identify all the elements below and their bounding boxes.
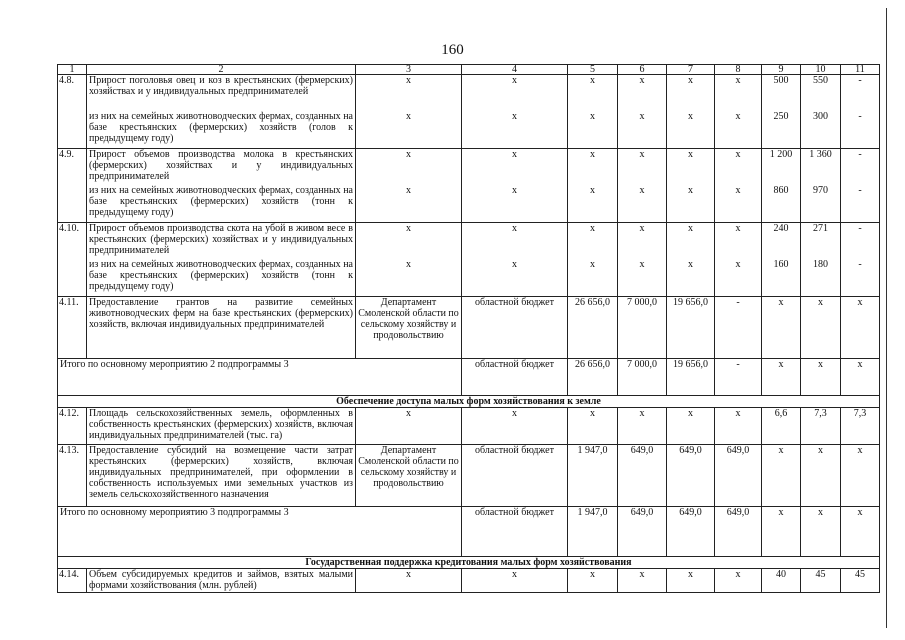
cell: x x [667, 75, 715, 149]
page-edge-line [886, 8, 887, 628]
cell: x [462, 569, 568, 593]
cell: x [801, 445, 841, 507]
table-row [58, 149, 880, 223]
cell: 1 200 860 [762, 149, 801, 223]
table-row [58, 445, 880, 507]
cell: 45 [841, 569, 880, 593]
cell: x x [618, 149, 667, 223]
source-cell: областной бюджет [462, 297, 568, 359]
cell: 7 000,0 [618, 359, 667, 396]
cell: x [618, 408, 667, 445]
cell: x x [667, 223, 715, 297]
cell: 26 656,0 [568, 359, 618, 396]
row-number: 4.13. [58, 445, 87, 507]
header-cell: 1 [58, 65, 87, 75]
cell: - [715, 359, 762, 396]
cell: x [618, 569, 667, 593]
cell: 45 [801, 569, 841, 593]
row-description: Предоставление субсидий на возмещение части затрат крестьянских (фермерских) хозяйств, включая индивидуальных предпринимателей, при оформлении в собственность используемых ими земельных участков из земель сельскохозяйственного назначения [87, 445, 356, 507]
cell: 7 000,0 [618, 297, 667, 359]
cell: x [841, 445, 880, 507]
section-title: Государственная поддержка кредитования малых форм хозяйствования [58, 557, 880, 569]
section-header-row [58, 396, 880, 408]
cell: x [667, 569, 715, 593]
header-cell: 9 [762, 65, 801, 75]
cell: x [801, 359, 841, 396]
cell: - - [841, 149, 880, 223]
cell: 550 300 [801, 75, 841, 149]
program-table [57, 64, 880, 593]
cell: 649,0 [715, 507, 762, 557]
cell: x x [462, 75, 568, 149]
cell: x [841, 507, 880, 557]
total-row [58, 507, 880, 557]
table-row [58, 408, 880, 445]
cell: - - [841, 75, 880, 149]
cell: x x [568, 223, 618, 297]
cell: x [762, 359, 801, 396]
cell: x [841, 297, 880, 359]
cell: x x [667, 149, 715, 223]
table-row [58, 297, 880, 359]
cell: x x [568, 149, 618, 223]
row-description: Предоставление грантов на развитие семейных животноводческих ферм на базе крестьянских (фермерских) хозяйств, включая индивидуальных предпринимателей [87, 297, 356, 359]
cell: 649,0 [715, 445, 762, 507]
row-number: 4.10. [58, 223, 87, 297]
cell: 40 [762, 569, 801, 593]
cell: 19 656,0 [667, 359, 715, 396]
header-cell: 5 [568, 65, 618, 75]
row-number: 4.12. [58, 408, 87, 445]
header-cell: 3 [356, 65, 462, 75]
description-sub: из них на семейных животноводческих фермах, созданных на базе крестьянских (фермерских) хозяйств (тонн к предыдущему году) [89, 185, 353, 218]
cell: x [762, 445, 801, 507]
executor-cell: Департамент Смоленской области по сельскому хозяйству и продовольствию [356, 445, 462, 507]
cell: 26 656,0 [568, 297, 618, 359]
cell: x x [715, 75, 762, 149]
description-main: Прирост объемов производства молока в крестьянских (фермерских) хозяйствах и у индивидуальных предпринимателей [89, 149, 353, 182]
cell: 649,0 [618, 507, 667, 557]
cell: x x [356, 75, 462, 149]
executor-cell: Департамент Смоленской области по сельскому хозяйству и продовольствию [356, 297, 462, 359]
source-cell: областной бюджет [462, 359, 568, 396]
cell: x [356, 569, 462, 593]
cell: x [762, 297, 801, 359]
row-number: 4.14. [58, 569, 87, 593]
header-row [58, 65, 880, 75]
row-description [87, 75, 356, 149]
cell: 240 160 [762, 223, 801, 297]
description-sub: из них на семейных животноводческих фермах, созданных на базе крестьянских (фермерских) хозяйств (тонн к предыдущему году) [89, 259, 353, 292]
header-cell: 6 [618, 65, 667, 75]
cell: x x [618, 223, 667, 297]
section-title: Обеспечение доступа малых форм хозяйствования к земле [58, 396, 880, 408]
total-row [58, 359, 880, 396]
cell: x [715, 408, 762, 445]
table-row [58, 569, 880, 593]
row-description: Объем субсидируемых кредитов и займов, взятых малыми формами хозяйствования (млн. рублей) [87, 569, 356, 593]
cell: x [801, 507, 841, 557]
cell: 19 656,0 [667, 297, 715, 359]
section-header-row [58, 557, 880, 569]
table-row [58, 223, 880, 297]
cell: x x [462, 223, 568, 297]
cell: x [356, 408, 462, 445]
cell: x [715, 569, 762, 593]
total-label: Итого по основному мероприятию 2 подпрограммы 3 [58, 359, 462, 396]
cell: 1 360 970 [801, 149, 841, 223]
cell: x x [356, 223, 462, 297]
row-number: 4.11. [58, 297, 87, 359]
header-cell: 2 [87, 65, 356, 75]
row-description [87, 149, 356, 223]
row-number: 4.8. [58, 75, 87, 149]
description-sub: из них на семейных животноводческих фермах, созданных на базе крестьянских (фермерских) хозяйств (голов к предыдущему году) [89, 111, 353, 144]
row-description [87, 223, 356, 297]
total-label: Итого по основному мероприятию 3 подпрограммы 3 [58, 507, 462, 557]
cell: 7,3 [841, 408, 880, 445]
header-cell: 4 [462, 65, 568, 75]
cell: 1 947,0 [568, 445, 618, 507]
source-cell: областной бюджет [462, 507, 568, 557]
cell: 7,3 [801, 408, 841, 445]
cell: 1 947,0 [568, 507, 618, 557]
header-cell: 7 [667, 65, 715, 75]
cell: 649,0 [618, 445, 667, 507]
header-cell: 8 [715, 65, 762, 75]
cell: x x [356, 149, 462, 223]
cell: - - [841, 223, 880, 297]
cell: 6,6 [762, 408, 801, 445]
row-number: 4.9. [58, 149, 87, 223]
cell: x [462, 408, 568, 445]
cell: x [568, 408, 618, 445]
cell: x x [618, 75, 667, 149]
cell: 649,0 [667, 507, 715, 557]
cell: x [667, 408, 715, 445]
cell: x x [715, 223, 762, 297]
table-row [58, 75, 880, 149]
cell: 271 180 [801, 223, 841, 297]
cell: x x [568, 75, 618, 149]
cell: - [715, 297, 762, 359]
cell: 500 250 [762, 75, 801, 149]
description-main: Прирост поголовья овец и коз в крестьянских (фермерских) хозяйствах и у индивидуальных предпринимателей [89, 75, 353, 97]
cell: x [841, 359, 880, 396]
header-cell: 10 [801, 65, 841, 75]
cell: x [568, 569, 618, 593]
cell: x [801, 297, 841, 359]
description-main: Прирост объемов производства скота на убой в живом весе в крестьянских (фермерских) хозяйствах и у индивидуальных предпринимателей [89, 223, 353, 256]
source-cell: областной бюджет [462, 445, 568, 507]
row-description: Площадь сельскохозяйственных земель, оформленных в собственность крестьянских (фермерских) хозяйств, включая индивидуальных предпринимателей (тыс. га) [87, 408, 356, 445]
cell: x x [715, 149, 762, 223]
header-cell: 11 [841, 65, 880, 75]
cell: x [762, 507, 801, 557]
cell: 649,0 [667, 445, 715, 507]
cell: x x [462, 149, 568, 223]
page-number: 160 [441, 42, 464, 58]
